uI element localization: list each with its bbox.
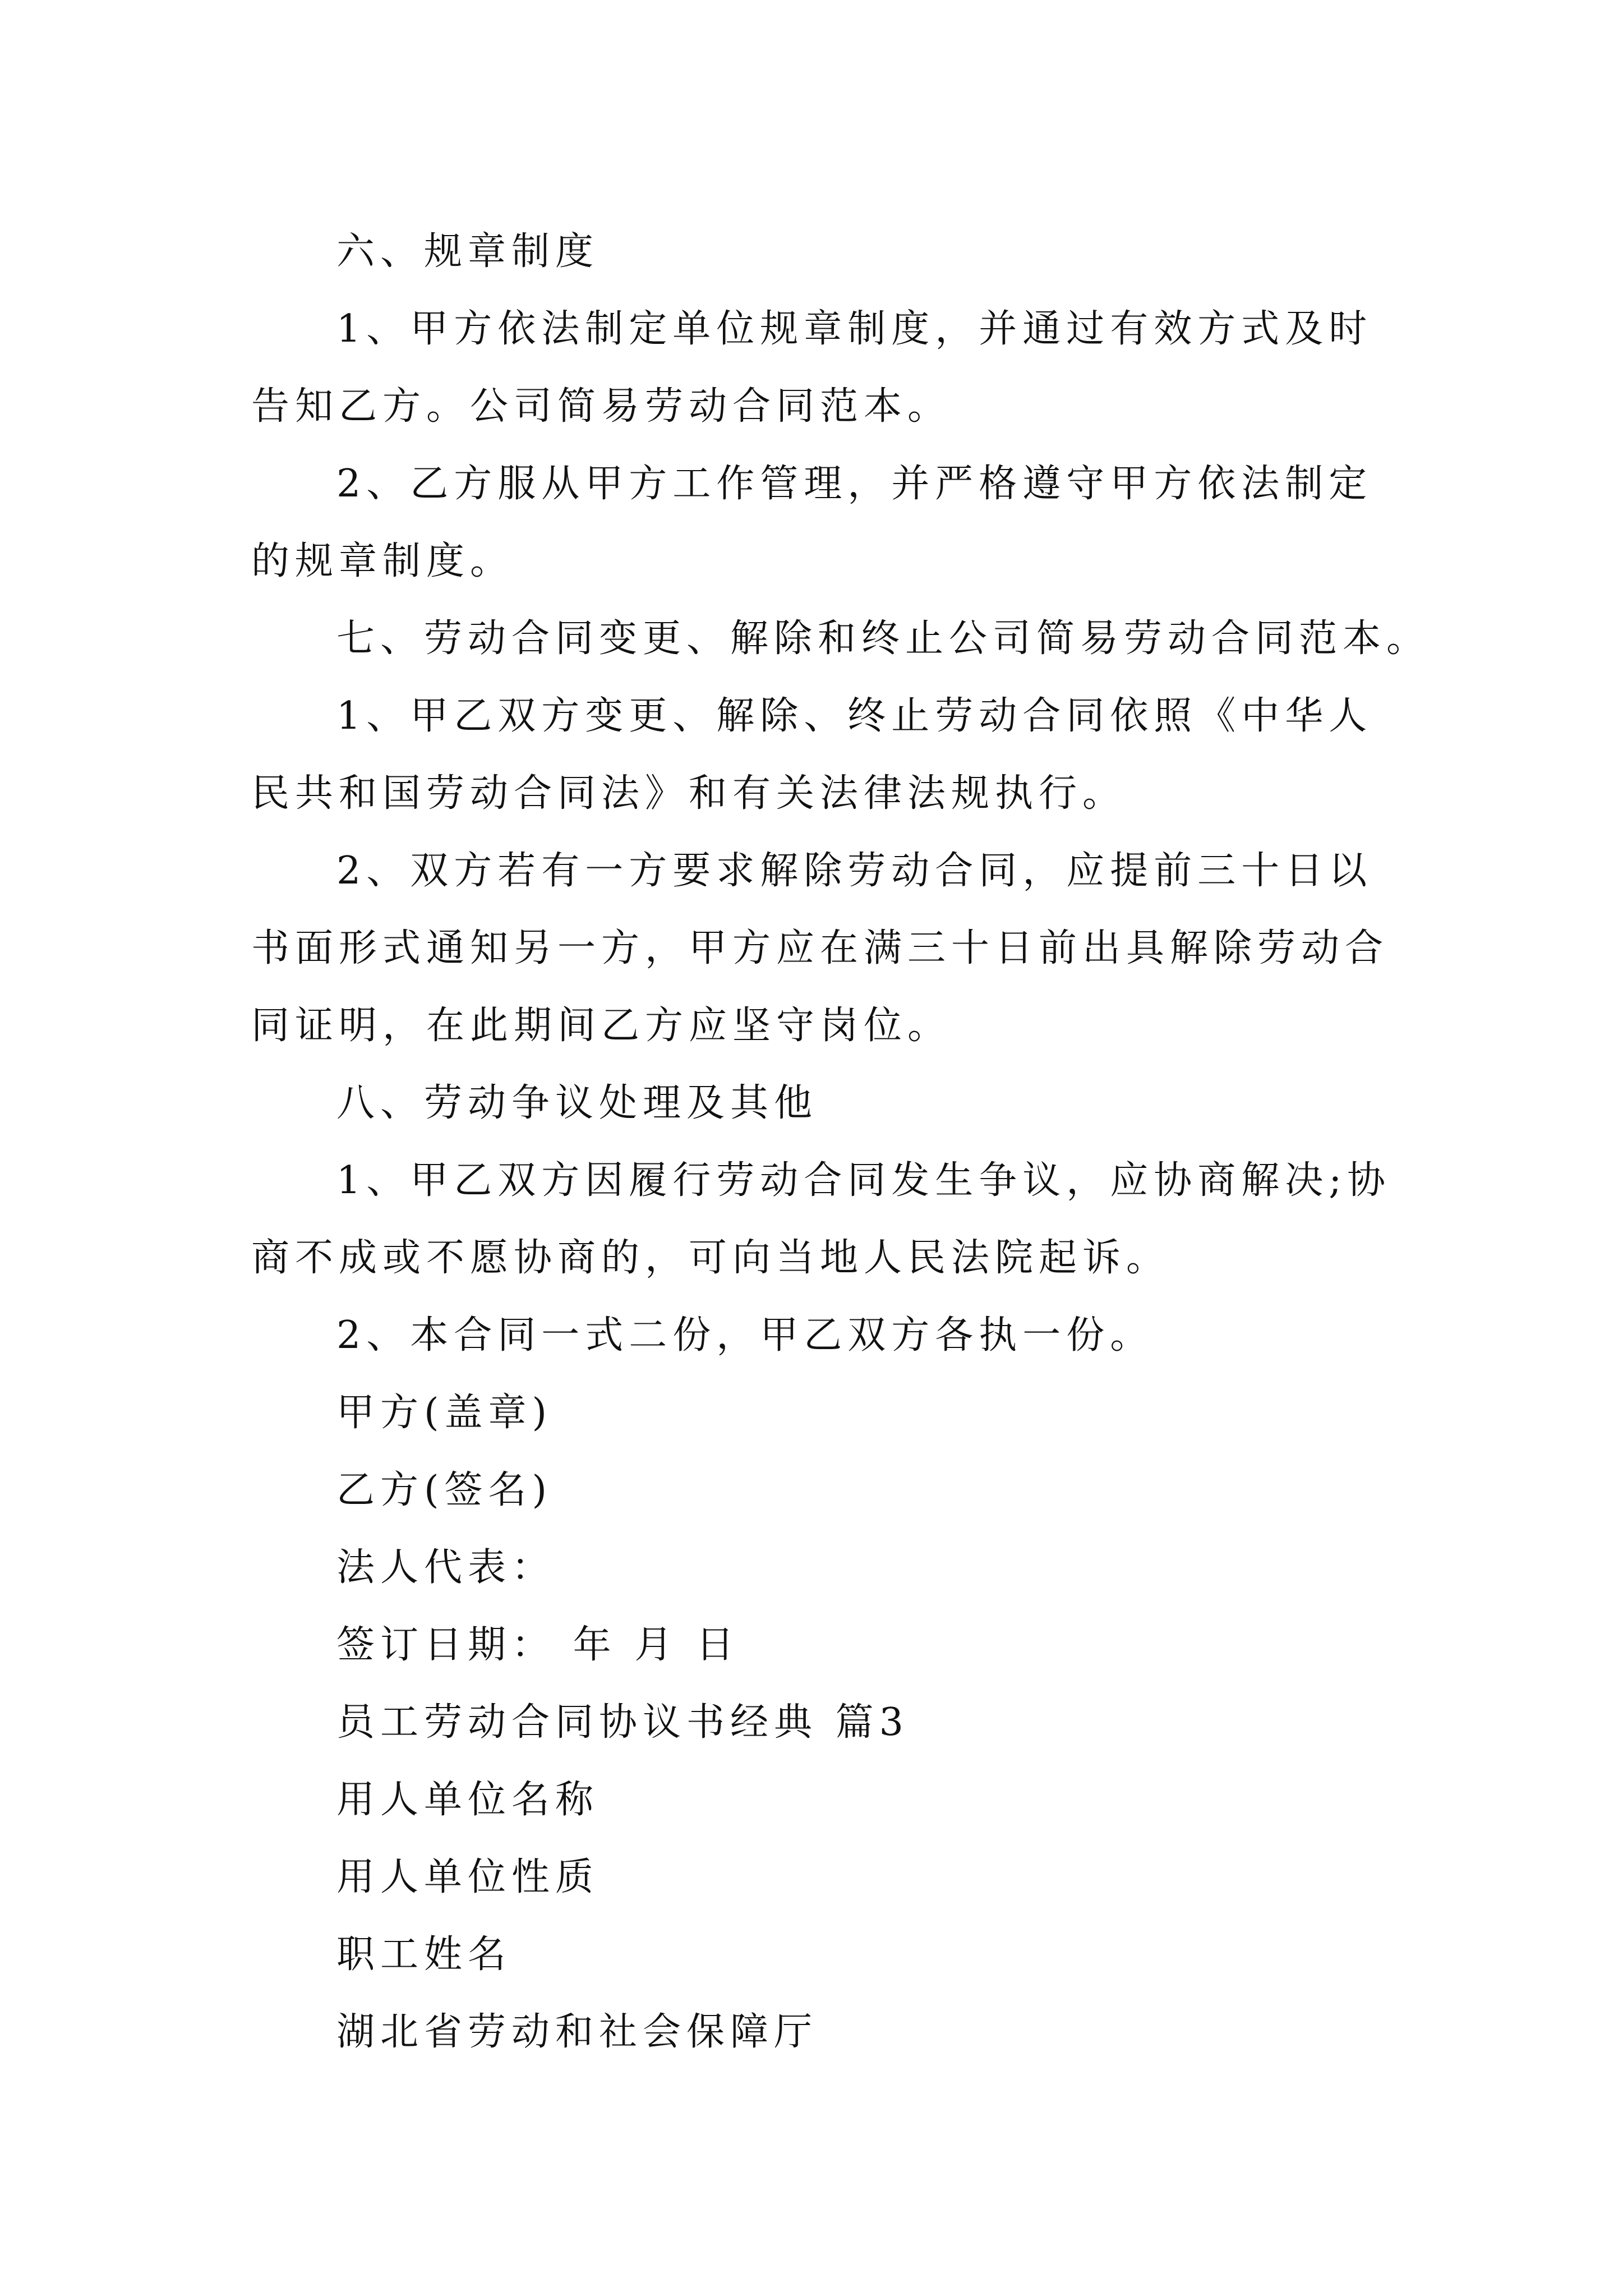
employer-type-field: 用人单位性质 [336, 1855, 600, 1899]
article-title: 员工劳动合同协议书经典 篇3 [336, 1700, 909, 1745]
paragraph-line: 1、甲乙双方因履行劳动合同发生争议，应协商解决;协 [336, 1158, 1391, 1203]
section-heading-rules: 六、规章制度 [336, 229, 600, 274]
section-heading-disputes: 八、劳动争议处理及其他 [336, 1081, 818, 1125]
paragraph-line: 民共和国劳动合同法》和有关法律法规执行。 [251, 771, 1127, 816]
paragraph-line: 2、本合同一式二份，甲乙双方各执一份。 [336, 1313, 1154, 1358]
issuing-authority: 湖北省劳动和社会保障厅 [336, 2010, 818, 2054]
paragraph-line: 书面形式通知另一方，甲方应在满三十日前出具解除劳动合 [251, 926, 1389, 970]
signing-date-field: 签订日期： 年 月 日 [336, 1623, 740, 1667]
employer-name-field: 用人单位名称 [336, 1778, 600, 1822]
paragraph-line: 1、甲乙双方变更、解除、终止劳动合同依照《中华人 [336, 694, 1373, 738]
paragraph-line: 同证明，在此期间乙方应坚守岗位。 [251, 1004, 952, 1048]
employee-name-field: 职工姓名 [336, 1932, 512, 1977]
signature-party-b: 乙方(签名) [336, 1468, 553, 1512]
signature-party-a: 甲方(盖章) [336, 1391, 553, 1435]
document-body [251, 213, 1431, 2071]
paragraph-line: 2、乙方服从甲方工作管理，并严格遵守甲方依法制定 [336, 462, 1373, 506]
paragraph-line: 2、双方若有一方要求解除劳动合同，应提前三十日以 [336, 849, 1373, 893]
paragraph-line: 1、甲方依法制定单位规章制度，并通过有效方式及时 [336, 307, 1373, 351]
paragraph-line: 的规章制度。 [251, 539, 514, 583]
section-heading-contract-changes: 七、劳动合同变更、解除和终止公司简易劳动合同范本。 [336, 616, 1431, 661]
legal-representative-field: 法人代表： [336, 1545, 556, 1590]
paragraph-line: 商不成或不愿协商的，可向当地人民法院起诉。 [251, 1236, 1170, 1280]
paragraph-line: 告知乙方。公司简易劳动合同范本。 [251, 384, 952, 429]
